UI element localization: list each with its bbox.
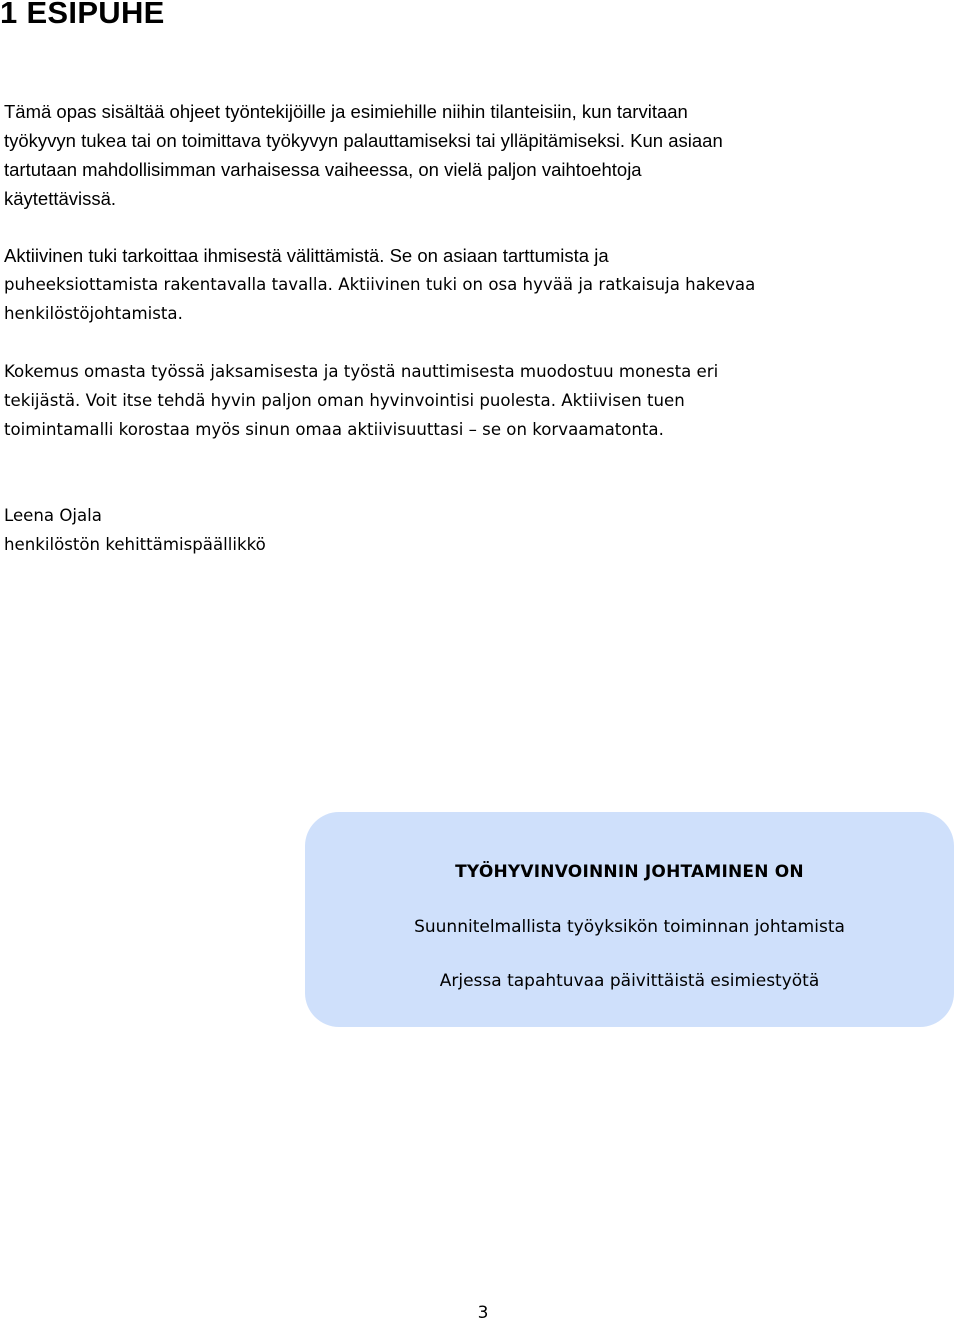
paragraph-line: käytettävissä. [4,188,117,209]
experience-paragraph [4,357,934,444]
paragraph-line: Aktiivinen tuki tarkoittaa ihmisestä välittämistä. Se on asiaan tarttumista ja [4,245,609,266]
page-number: 3 [477,1303,489,1323]
active-support-paragraph [4,241,934,328]
paragraph-line: toimintamalli korostaa myös sinun omaa aktiivisuuttasi – se on korvaamatonta. [4,420,664,439]
paragraph-line: Tämä opas sisältää ohjeet työntekijöille ja esimiehille niihin tilanteisiin, kun tarvitaan [4,101,688,122]
intro-paragraph [4,97,934,213]
callout-line: Arjessa tapahtuvaa päivittäistä esimiestyötä [439,971,820,991]
paragraph-line: työkyvyn tukea tai on toimittava työkyvyn palauttamiseksi tai ylläpitämiseksi. Kun asiaan [4,130,723,151]
callout-line: Suunnitelmallista työyksikön toiminnan johtamista [414,917,845,937]
callout-box [305,812,954,1027]
paragraph-line: Kokemus omasta työssä jaksamisesta ja työstä nauttimisesta muodostuu monesta eri [4,362,719,381]
paragraph-line: puheeksiottamista rakentavalla tavalla. Aktiivinen tuki on osa hyvää ja ratkaisuja hakevaa [4,275,756,294]
paragraph-line: tekijästä. Voit itse tehdä hyvin paljon oman hyvinvointisi puolesta. Aktiivisen tuen [4,391,685,410]
paragraph-line: henkilöstöjohtamista. [4,304,183,323]
callout-title: TYÖHYVINVOINNIN JOHTAMINEN ON [455,862,804,882]
signature-name: Leena Ojala [4,506,102,525]
signature-title: henkilöstön kehittämispäällikkö [4,535,266,554]
signature-block [4,501,266,559]
page-heading: 1 ESIPUHE [0,0,165,30]
paragraph-line: tartutaan mahdollisimman varhaisessa vaiheessa, on vielä paljon vaihtoehtoja [4,159,642,180]
